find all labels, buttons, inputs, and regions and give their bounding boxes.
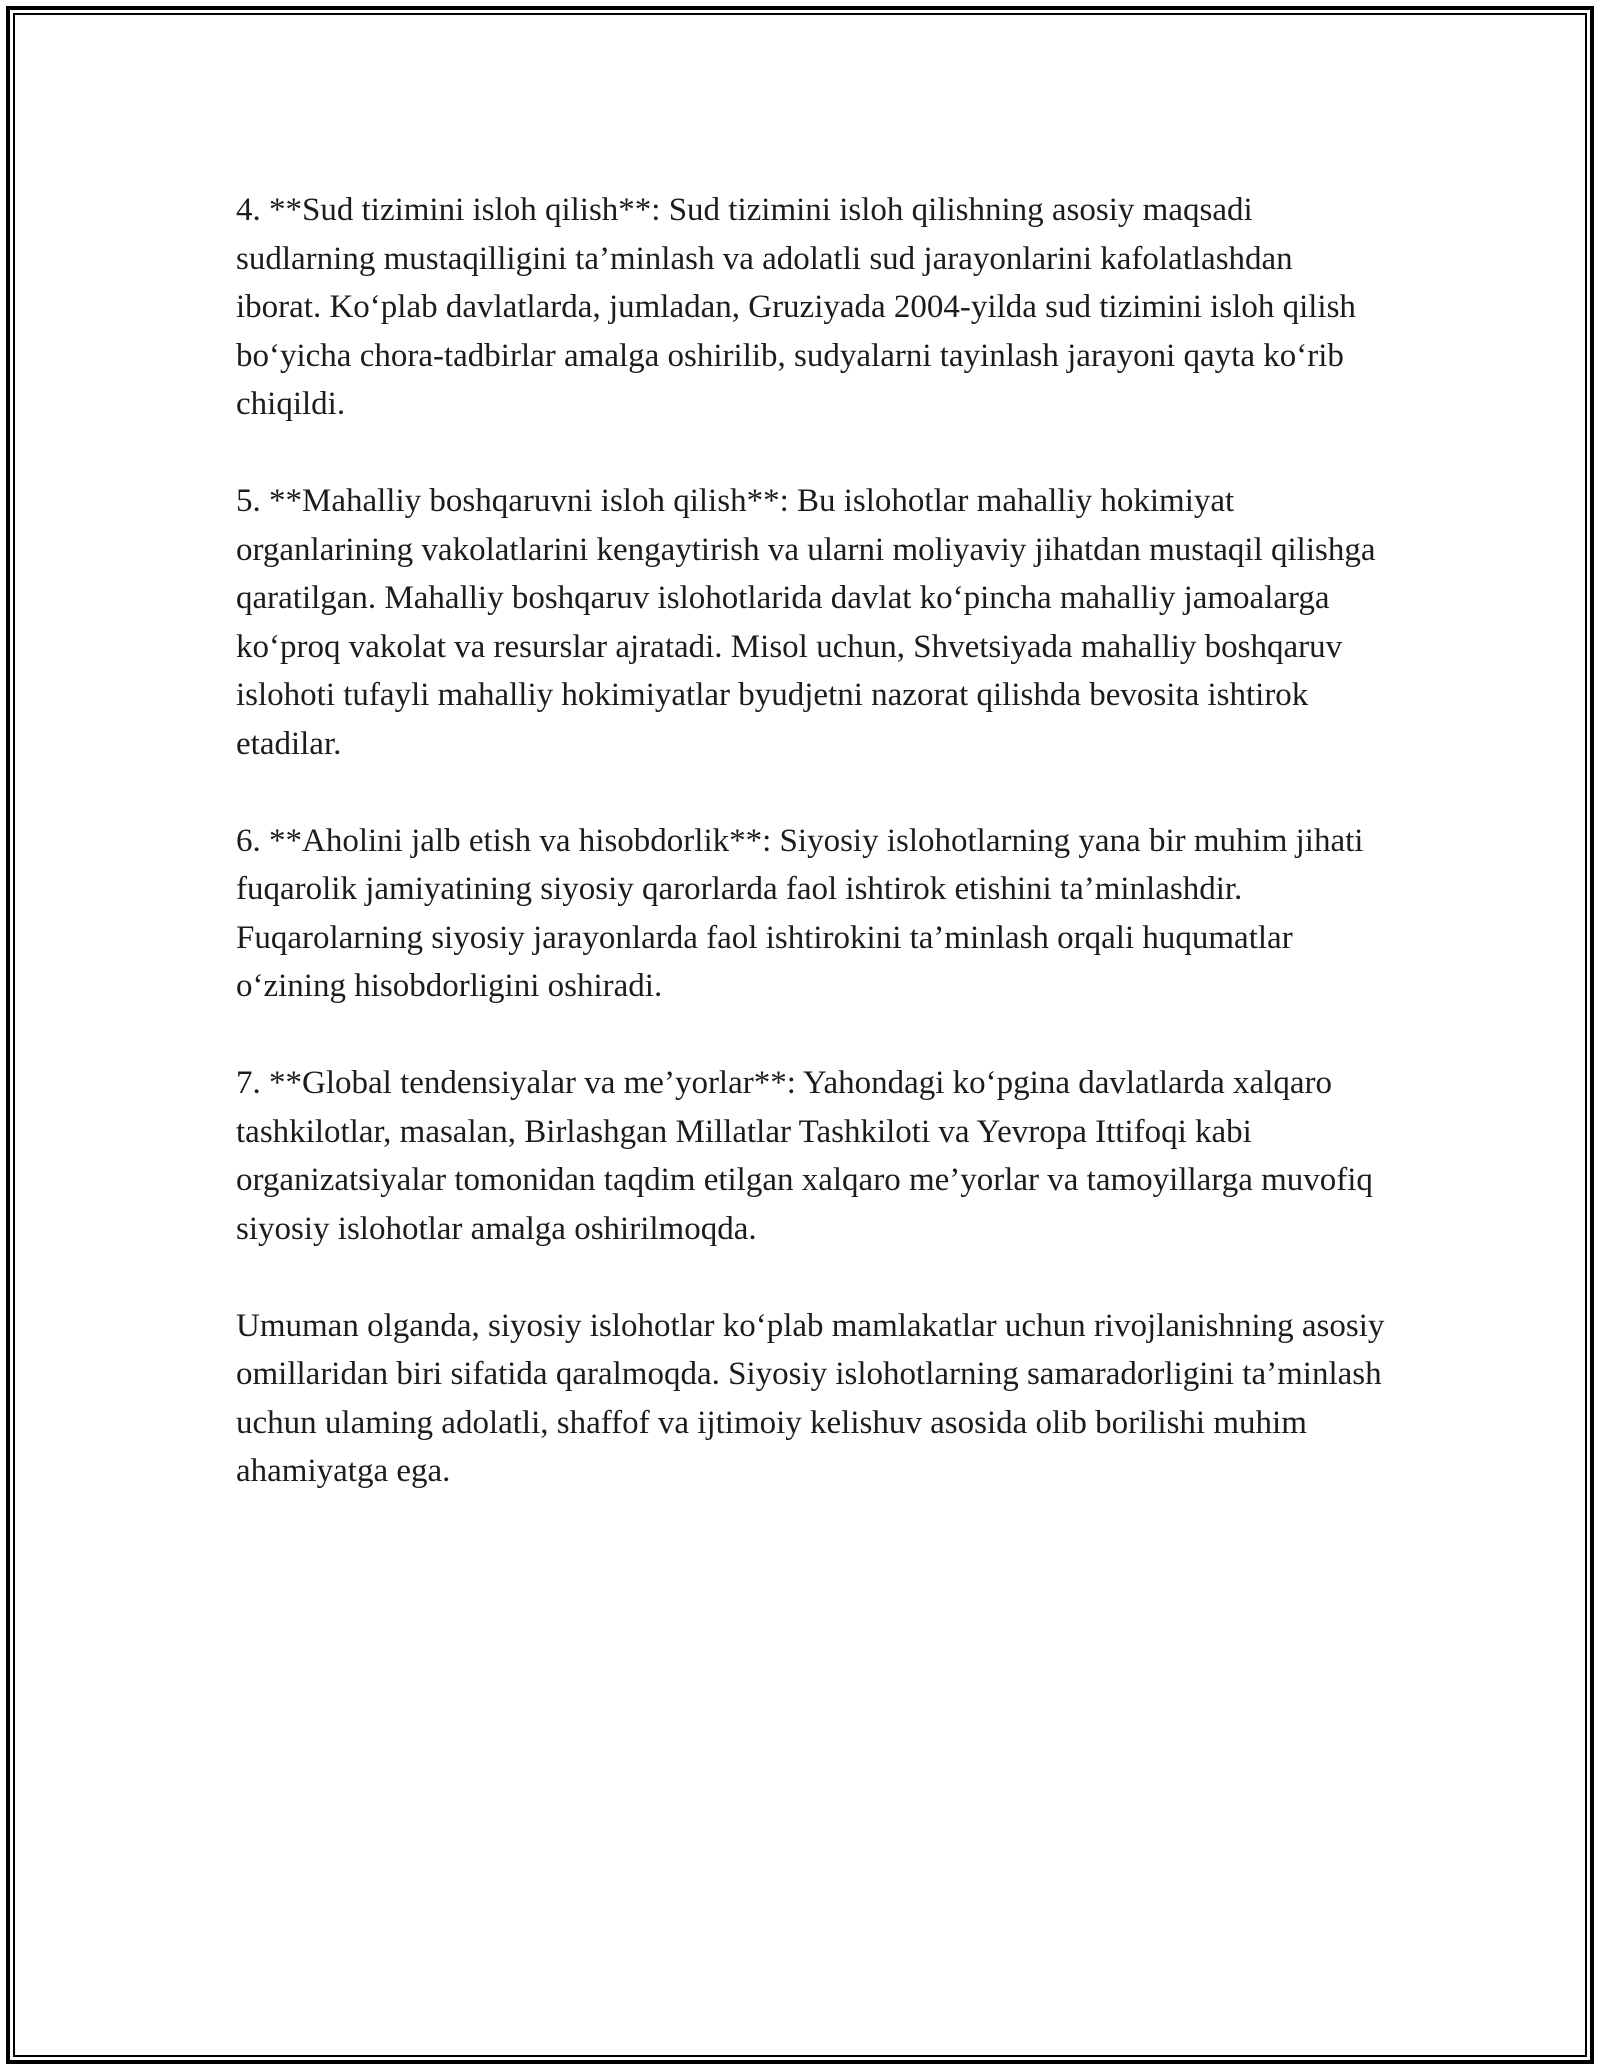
paragraph-global-trends: 7. **Global tendensiyalar va me’yorlar**: Yahondagi ko‘pgina davlatlarda xalqaro tashkilotlar, masalan, Birlashgan Millatlar Tashkiloti va Yevropa Ittifoqi kabi organizatsiyalar tomonidan taqdim etilgan xalqaro me’yorlar va tamoyillarga muvofiq siyosiy islohotlar amalga oshirilmoqda. <box>236 1065 1373 1247</box>
document-body <box>236 186 1386 1496</box>
paragraph-judicial-reform: 4. **Sud tizimini isloh qilish**: Sud tizimini isloh qilishning asosiy maqsadi sudlarning mustaqilligini ta’minlash va adolatli sud jarayonlarini kafolatlashdan iborat. Ko‘plab davlatlarda, jumladan, Gruziyada 2004-yilda sud tizimini isloh qilish bo‘yicha chora-tadbirlar amalga oshirilib, sudyalarni tayinlash jarayoni qayta ko‘rib chiqildi. <box>236 192 1356 422</box>
paragraph-local-governance-reform: 5. **Mahalliy boshqaruvni isloh qilish**: Bu islohotlar mahalliy hokimiyat organlarining vakolatlarini kengaytirish va ularni moliyaviy jihatdan mustaqil qilishga qaratilgan. Mahalliy boshqaruv islohotlarida davlat ko‘pincha mahalliy jamoalarga ko‘proq vakolat va resurslar ajratadi. Misol uchun, Shvetsiyada mahalliy boshqaruv islohoti tufayli mahalliy hokimiyatlar byudjetni nazorat qilishda bevosita ishtirok etadilar. <box>236 483 1376 762</box>
paragraph-citizen-engagement: 6. **Aholini jalb etish va hisobdorlik**: Siyosiy islohotlarning yana bir muhim jihati fuqarolik jamiyatining siyosiy qarorlarda faol ishtirok etishini ta’minlashdir. Fuqarolarning siyosiy jarayonlarda faol ishtirokini ta’minlash orqali huqumatlar o‘zining hisobdorligini oshiradi. <box>236 822 1364 1004</box>
paragraph-conclusion: Umuman olganda, siyosiy islohotlar ko‘plab mamlakatlar uchun rivojlanishning asosiy omillaridan biri sifatida qaralmoqda. Siyosiy islohotlarning samaradorligini ta’minlash uchun ulaming adolatli, shaffof va ijtimoiy kelishuv asosida olib borilishi muhim ahamiyatga ega. <box>236 1307 1385 1489</box>
